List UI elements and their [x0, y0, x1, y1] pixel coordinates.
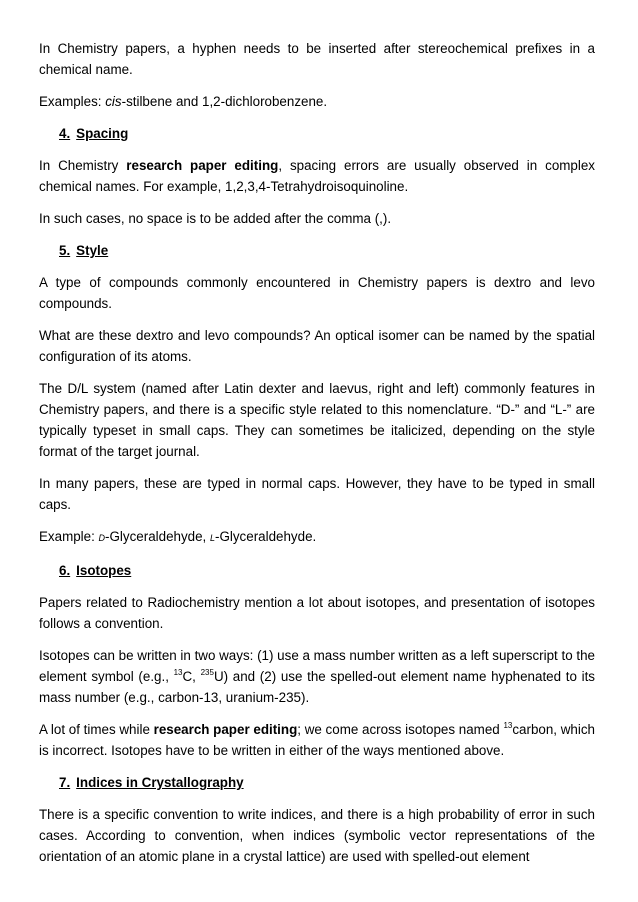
text-segment: In Chemistry [39, 158, 127, 173]
paragraph-dl-system: The D/L system (named after Latin dexter and laevus, right and left) commonly features in Chemistry papers, and there is a specific style related to this nomenclature. “D-” and “L-” are typically typeset in small caps. They can sometimes be italicized, depending on the style format of the target journal. [39, 381, 595, 459]
superscript-mass-235: 235 [200, 668, 214, 677]
text-segment: Isotopes can be written in two ways: (1) use a mass number written as a left superscript to the element symbol (e.g., [39, 648, 595, 684]
paragraph-isotope-error [39, 719, 595, 761]
paragraph-radiochemistry: Papers related to Radiochemistry mention a lot about isotopes, and presentation of isotopes follows a convention. [39, 595, 595, 631]
italic-cis: cis [105, 94, 122, 109]
paragraph-indices-convention: There is a specific convention to write indices, and there is a high probability of error in such cases. According to convention, when indices (symbolic vector representations of the orientation of an atomic plane in a crystal lattice) are used with spelled-out element [39, 807, 595, 864]
paragraph-dextro-levo: A type of compounds commonly encountered in Chemistry papers is dextro and levo compounds. [39, 275, 595, 311]
paragraph-spacing-errors [39, 155, 595, 197]
section-title: Indices in Crystallography [76, 775, 244, 790]
superscript-mass-13: 13 [503, 721, 513, 730]
bold-keyword: research paper editing [153, 722, 298, 737]
text-segment: ; we come across isotopes named [297, 722, 504, 737]
small-caps-d: D [98, 533, 106, 543]
text-segment: Example: [39, 529, 99, 544]
small-caps-l: L [210, 533, 216, 543]
section-heading-indices [39, 772, 595, 793]
paragraph-examples [39, 91, 595, 112]
paragraph-hyphen-rule: In Chemistry papers, a hyphen needs to be inserted after stereochemical prefixes in a chemical name. [39, 41, 595, 77]
text-segment: A lot of times while [39, 722, 154, 737]
section-title: Style [76, 243, 109, 258]
paragraph-glyceraldehyde-example [39, 526, 595, 549]
section-title: Spacing [76, 126, 129, 141]
section-heading-isotopes [39, 560, 595, 581]
text-segment: -Glyceraldehyde. [215, 529, 317, 544]
bold-keyword: research paper editing [126, 158, 279, 173]
paragraph-isotope-ways [39, 645, 595, 708]
text-segment: C, [182, 669, 201, 684]
text-segment: carbon, which is incorrect. Isotopes have to be written in either of the ways mentioned above. [39, 722, 595, 758]
text-segment: Examples: [39, 94, 106, 109]
section-heading-style [39, 240, 595, 261]
paragraph-comma-rule: In such cases, no space is to be added after the comma (,). [39, 211, 392, 226]
section-title: Isotopes [76, 563, 132, 578]
text-segment: -stilbene and 1,2-dichlorobenzene. [121, 94, 328, 109]
section-number: 4. [59, 126, 71, 141]
text-segment: U) and (2) use the spelled-out element name hyphenated to its mass number (e.g., carbon-13, uranium-235). [39, 669, 595, 705]
text-segment: -Glyceraldehyde, [105, 529, 210, 544]
paragraph-optical-isomer: What are these dextro and levo compounds? An optical isomer can be named by the spatial configuration of its atoms. [39, 328, 595, 364]
section-number: 7. [59, 775, 71, 790]
section-number: 5. [59, 243, 71, 258]
text-segment: , spacing errors are usually observed in complex chemical names. For example, 1,2,3,4-Tetrahydroisoquinoline. [39, 158, 595, 194]
paragraph-normal-caps: In many papers, these are typed in normal caps. However, they have to be typed in small caps. [39, 476, 595, 512]
section-number: 6. [59, 563, 71, 578]
section-heading-spacing [39, 123, 595, 144]
superscript-mass-13: 13 [173, 668, 183, 677]
